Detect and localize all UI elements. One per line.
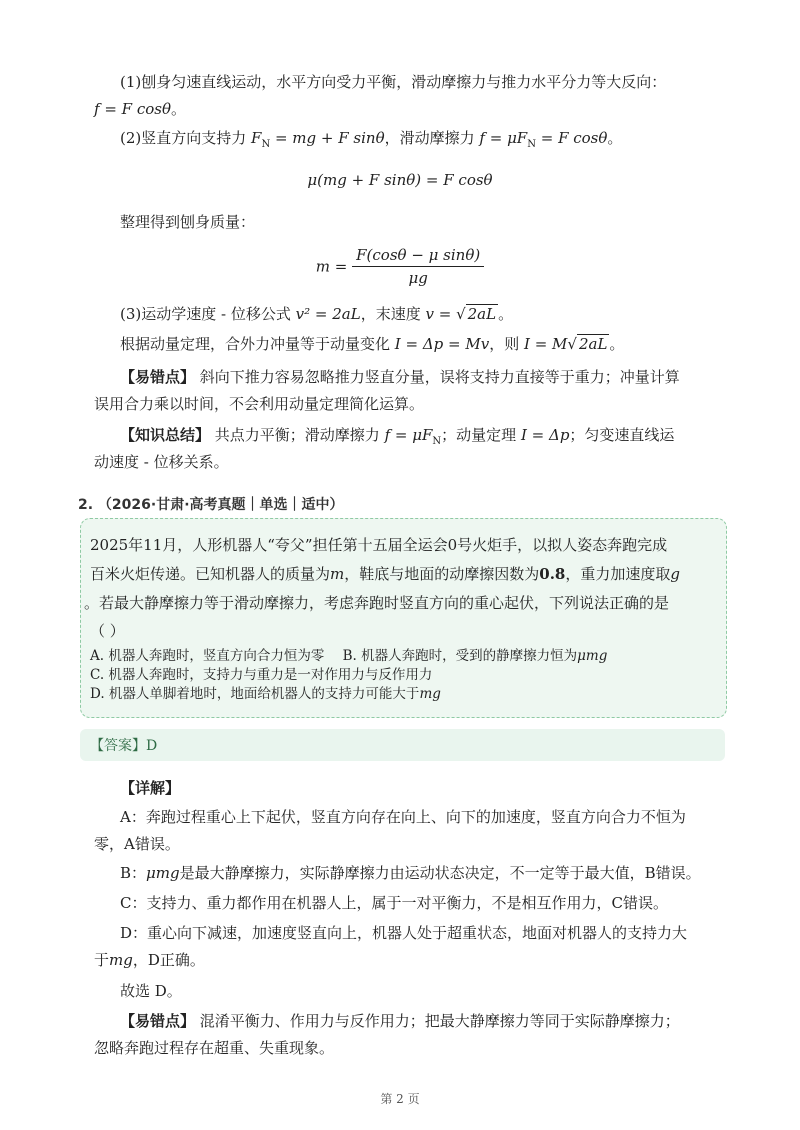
step-2-prefix: (2)竖直方向支持力 (120, 129, 247, 147)
summary-eq-sub: N (432, 436, 442, 447)
eq-f-mufn: f = μF (479, 129, 528, 147)
centered-equation-balance: μ(mg + F sinθ) = F cosθ (307, 171, 493, 189)
detail-d-text: ，D正确。 (132, 951, 205, 969)
q-gravity-symbol: g (670, 565, 680, 583)
step-3-prefix: (3)运动学速度 - 位移公式 (120, 305, 291, 323)
final-choice: 故选 D。 (120, 982, 182, 1000)
eq-f-subscript: N (527, 139, 536, 150)
momentum-mid: ，则 (489, 335, 520, 353)
error-point-2-cont: 忽略奔跑过程存在超重、失重现象。 (94, 1039, 335, 1057)
eq-fn-subscript: N (261, 139, 271, 150)
question-line-1: 2025年11月，人形机器人“夸父”担任第十五届全运会0号火炬手，以拟人姿态奔跑完成 (90, 536, 668, 554)
detail-d-eq: mg (109, 951, 133, 969)
option-d-eq: mg (419, 686, 441, 702)
detail-b-text: 是最大静摩擦力，实际静摩擦力由运动状态决定，不一定等于最大值，B错误。 (179, 864, 701, 882)
q-mass-symbol: m (330, 565, 345, 583)
solution-step-1-text: (1)刨身匀速直线运动，水平方向受力平衡，滑动摩擦力与推力水平分力等大反向： (120, 73, 667, 91)
option-c[interactable]: C. 机器人奔跑时，支持力与重力是一对作用力与反作用力 (90, 667, 433, 683)
detail-d-prefix: 于 (94, 951, 110, 969)
step-2-mid: ，滑动摩擦力 (384, 129, 475, 147)
detail-b (120, 862, 701, 884)
equation-friction (479, 129, 608, 150)
option-b-eq: μmg (577, 648, 608, 664)
eq-v-radicand: 2aL (467, 305, 497, 323)
equation-final-velocity (425, 304, 498, 323)
error-point-2 (120, 1010, 680, 1032)
q-line2-mid: ，鞋底与地面的动摩擦因数为 (344, 565, 540, 583)
error-point-text-1: 斜向下推力容易忽略推力竖直分量，误将支持力直接等于重力；冲量计算 (199, 368, 680, 386)
equation-normal-force (251, 129, 385, 150)
knowledge-summary-label: 【知识总结】 (120, 426, 211, 444)
fraction-numerator: F(cosθ − μ sinθ) (352, 246, 484, 267)
error-point-1-cont: 误用合力乘以时间，不会利用动量定理简化运算。 (94, 395, 425, 413)
q-friction-coefficient: 0.8 (539, 565, 566, 583)
punct: 。 (498, 305, 514, 323)
q-line2-pre: 百米火炬传递。已知机器人的质量为 (90, 565, 331, 583)
knowledge-summary-cont: 动速度 - 位移关系。 (94, 453, 229, 471)
fraction (352, 246, 484, 287)
option-b[interactable] (343, 648, 608, 664)
equation-impulse-result (524, 334, 609, 353)
option-a[interactable]: A. 机器人奔跑时，竖直方向合力恒为零 (90, 648, 325, 664)
summary-eq-friction (384, 426, 442, 447)
option-a-b-row (90, 647, 607, 665)
question-line-2 (90, 563, 680, 585)
eq-f-rest: = F cosθ (535, 129, 608, 147)
solution-step-3 (120, 303, 513, 325)
error-point-2-text-1: 混淆平衡力、作用力与反作用力；把最大静摩擦力等同于实际静摩擦力； (199, 1012, 680, 1030)
solution-step-1 (120, 71, 666, 93)
eq-i-radicand: 2aL (578, 335, 608, 353)
eq-fn-symbol: F (251, 129, 262, 147)
option-d-text: D. 机器人单脚着地时，地面给机器人的支持力可能大于 (90, 686, 420, 702)
summary-eq-impulse: I = Δp (520, 426, 570, 444)
equation-f-fcos: f = F cosθ (94, 100, 171, 118)
frac-lhs: m = (315, 257, 348, 276)
punct: 。 (171, 100, 187, 118)
centered-equation-mass (0, 246, 800, 287)
eq-fn-rest: = mg + F sinθ (270, 129, 385, 147)
solution-step-1-equation (94, 98, 186, 120)
summary-mid: ；动量定理 (441, 426, 517, 444)
option-b-text: B. 机器人奔跑时，受到的静摩擦力恒为 (342, 648, 578, 664)
solution-step-3-intro: 整理得到刨身质量： (120, 213, 256, 231)
answer-bar (80, 729, 725, 761)
detail-c: C：支持力、重力都作用在机器人上，属于一对平衡力，不是相互作用力，C错误。 (120, 894, 668, 912)
detail-a-line-2: 零，A错误。 (94, 835, 180, 853)
detail-b-prefix: B： (120, 864, 147, 882)
error-point-label: 【易错点】 (120, 368, 196, 386)
eq-i-prefix: I = M√ (524, 335, 577, 353)
momentum-prefix: 根据动量定理，合外力冲量等于动量变化 (120, 335, 391, 353)
equation-impulse: I = Δp = Mv (394, 335, 490, 353)
answer-label: 【答案】D (90, 738, 158, 754)
eq-v-prefix: v = √ (425, 305, 466, 323)
punct: 。 (607, 129, 623, 147)
step-3-mid: ，末速度 (360, 305, 421, 323)
option-d[interactable] (90, 685, 441, 703)
summary-prefix: 共点力平衡；滑动摩擦力 (214, 426, 380, 444)
detail-d-line-1: D：重心向下减速，加速度竖直向上，机器人处于超重状态，地面对机器人的支持力大 (120, 924, 688, 942)
fraction-denominator: μg (408, 269, 428, 287)
summary-eq-f: f = μF (384, 426, 433, 444)
error-point-1 (120, 366, 680, 388)
detail-a-line-1: A：奔跑过程重心上下起伏，竖直方向存在向上、向下的加速度，竖直方向合力不恒为 (120, 808, 686, 826)
detail-d-line-2 (94, 949, 205, 971)
error-point-2-label: 【易错点】 (120, 1012, 196, 1030)
equation-kinematics: v² = 2aL (295, 305, 361, 323)
solution-step-2 (120, 127, 622, 156)
question-2-header: 2. （2026·甘肃·高考真题｜单选｜适中） (78, 497, 344, 513)
solution-momentum (120, 333, 624, 355)
summary-rest: ；匀变速直线运 (569, 426, 675, 444)
page-number: 第 2 页 (380, 1092, 420, 1106)
detail-label: 【详解】 (120, 779, 181, 797)
question-blank: （ ） (90, 622, 125, 640)
question-line-3: 。若最大静摩擦力等于滑动摩擦力，考虑奔跑时竖直方向的重心起伏，下列说法正确的是 (84, 594, 670, 612)
knowledge-summary (120, 424, 674, 453)
punct: 。 (609, 335, 625, 353)
detail-b-eq: μmg (146, 864, 180, 882)
q-line2-end: ，重力加速度取 (565, 565, 671, 583)
